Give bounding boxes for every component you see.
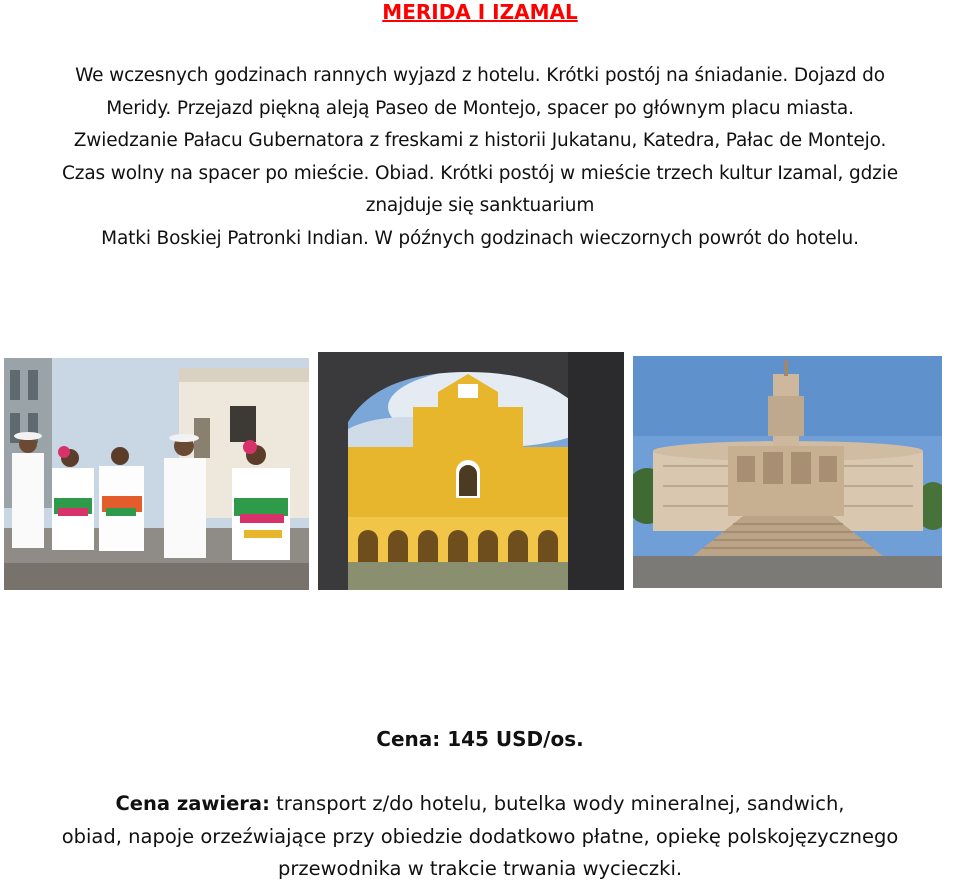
price: Cena: 145 USD/os.	[376, 727, 584, 751]
page-title: MERIDA I IZAMAL	[382, 0, 578, 24]
description-line: Czas wolny na spacer po mieście. Obiad. Krótki postój w mieście trzech kultur Izamal, gdzie	[62, 162, 898, 184]
includes-label: Cena zawiera:	[115, 792, 270, 815]
includes-line: obiad, napoje orzeźwiające przy obiedzie dodatkowo płatne, opiekę polskojęzycznego	[61, 824, 899, 848]
photo-izamal-convent	[318, 352, 624, 590]
includes-text: transport z/do hotelu, butelka wody mineralnej, sandwich,	[269, 792, 845, 815]
description-line: znajduje się sanktuarium	[365, 195, 595, 217]
includes-line	[0, 788, 960, 821]
monument-illustration	[633, 356, 942, 588]
photo-dancers	[4, 358, 309, 590]
tour-description	[0, 60, 960, 256]
description-line: Matki Boskiej Patronki Indian. W późnych godzinach wieczornych powrót do hotelu.	[101, 227, 859, 249]
dancers-illustration	[4, 358, 309, 590]
photo-monument	[633, 356, 942, 588]
description-line: Zwiedzanie Pałacu Gubernatora z freskami z historii Jukatanu, Katedra, Pałac de Montejo.	[73, 130, 887, 152]
description-line: Meridy. Przejazd piękną aleją Paseo de Montejo, spacer po głównym placu miasta.	[106, 97, 854, 119]
photo-strip	[0, 352, 960, 592]
description-line: We wczesnych godzinach rannych wyjazd z hotelu. Krótki postój na śniadanie. Dojazd do	[75, 65, 885, 86]
convent-illustration	[318, 352, 624, 590]
includes-line: przewodnika w trakcie trwania wycieczki.	[277, 857, 683, 881]
price-includes	[0, 788, 960, 886]
